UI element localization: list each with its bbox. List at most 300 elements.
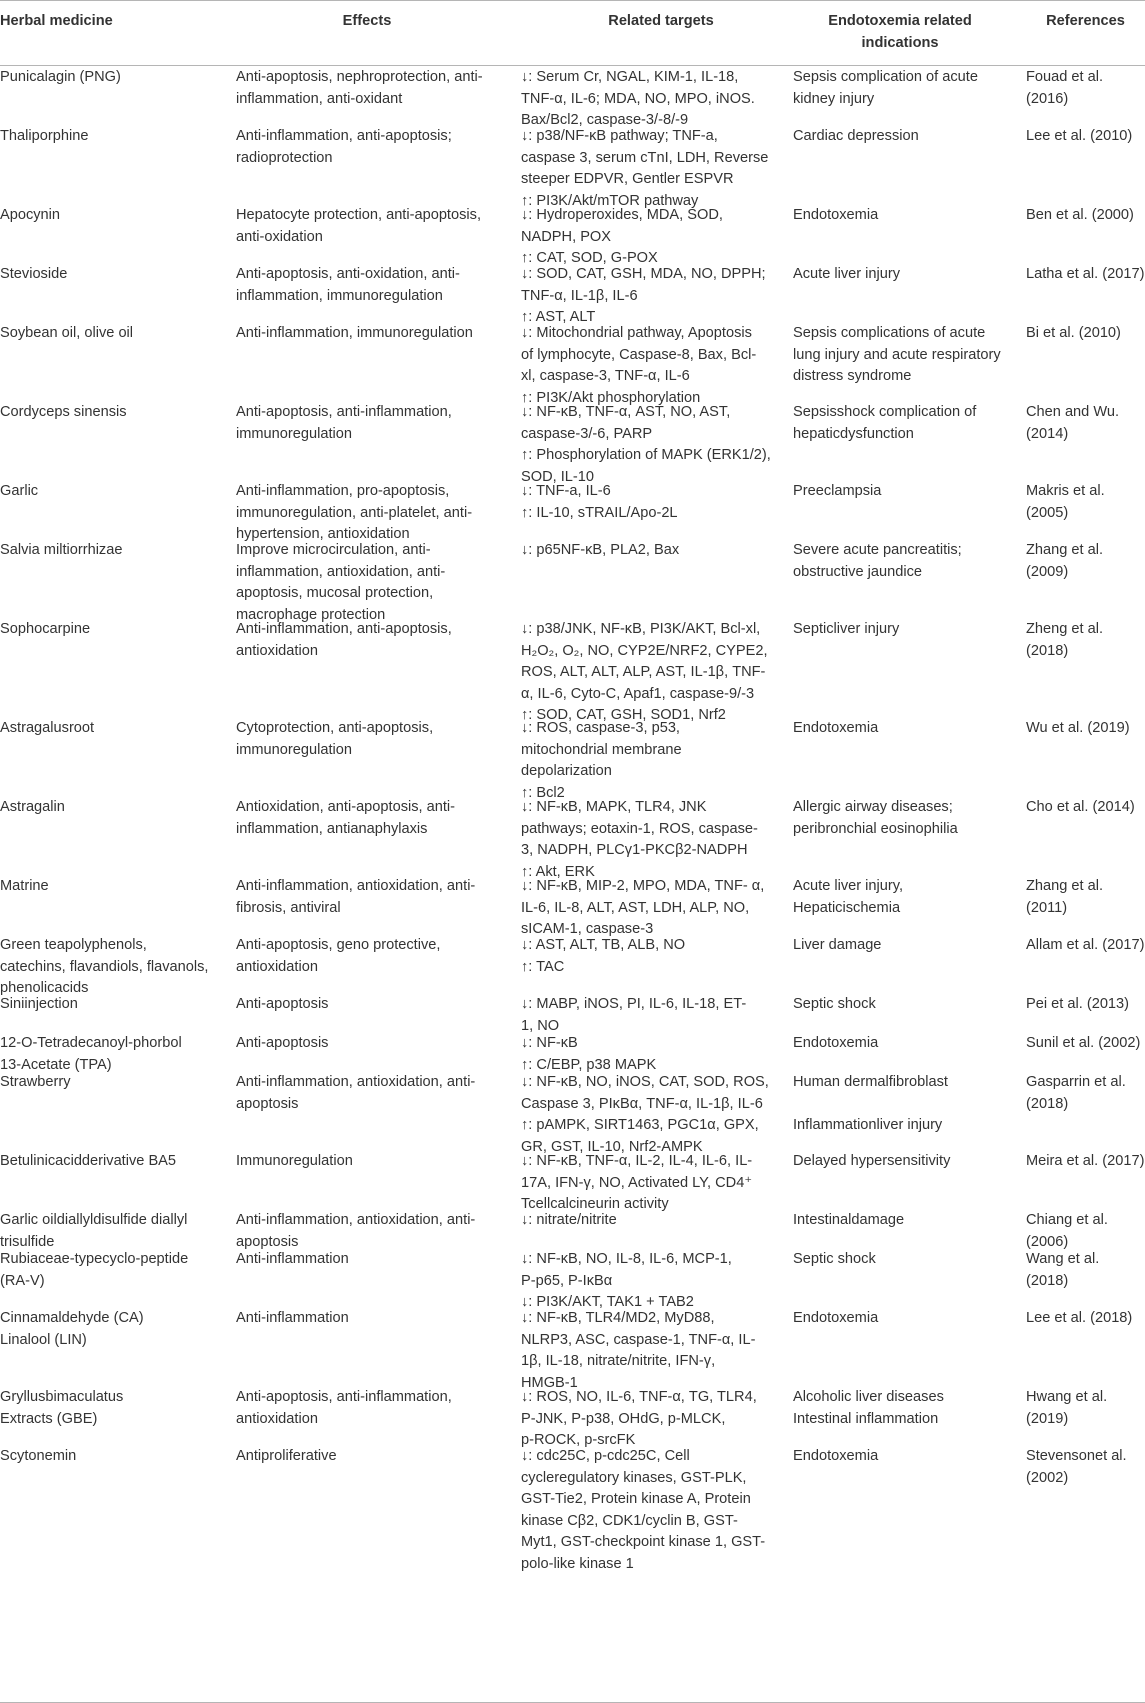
cell-line: Immunoregulation <box>236 1153 353 1169</box>
cell-line: ↓: Mitochondrial pathway, Apoptosis <box>521 325 752 341</box>
cell-line: fibrosis, antiviral <box>236 899 341 916</box>
cell-line: 12-O-Tetradecanoyl-phorbol <box>0 1035 182 1051</box>
indications-cell <box>793 323 1018 388</box>
references-cell <box>1026 67 1145 110</box>
cell-line: ↓: MABP, iNOS, PI, IL-6, IL-18, ET- <box>521 996 747 1012</box>
cell-line: TNF-α, IL-6; MDA, NO, MPO, iNOS. <box>521 90 755 107</box>
header-effects: Effects <box>342 13 392 29</box>
related-targets-cell <box>521 994 786 1037</box>
references-cell <box>1026 994 1145 1016</box>
effects-cell <box>236 402 506 445</box>
cell-line: ↑: Bcl2 <box>521 784 565 801</box>
cell-line: ↑: PI3K/Akt phosphorylation <box>521 389 701 406</box>
cell-line: Endotoxemia <box>793 1448 879 1464</box>
cell-line: of lymphocyte, Caspase-8, Bax, Bcl- <box>521 346 757 363</box>
herbal-medicine-cell <box>0 402 230 424</box>
indications-cell <box>793 1210 1018 1232</box>
effects-cell <box>236 1151 506 1173</box>
cell-line: ↓: NF-κB, TNF-α, IL-2, IL-4, IL-6, IL- <box>521 1153 753 1169</box>
cell-line: ↑: pAMPK, SIRT1463, PGC1α, GPX, <box>521 1117 759 1133</box>
references-cell <box>1026 205 1145 227</box>
herbal-medicine-cell <box>0 205 230 227</box>
effects-cell <box>236 935 506 978</box>
cell-line: Anti-inflammation, anti-apoptosis, <box>236 621 452 637</box>
cell-line: (2009) <box>1026 563 1069 580</box>
related-targets-cell <box>521 718 786 804</box>
cell-line: Cinnamaldehyde (CA) <box>0 1310 144 1326</box>
cell-line: ↓: PI3K/AKT, TAK1 + TAB2 <box>521 1294 694 1310</box>
indications-cell <box>793 1387 1018 1430</box>
cell-line: P-JNK, P-p38, OHdG, p-MLCK, <box>521 1410 726 1427</box>
cell-line: pathways; eotaxin-1, ROS, caspase- <box>521 820 758 837</box>
cell-line: Zhang et al. <box>1026 542 1104 558</box>
cell-line: inflammation, anti-oxidant <box>236 90 403 107</box>
cell-line: Sunil et al. (2002) <box>1026 1035 1141 1051</box>
cell-line: Stevioside <box>0 266 68 282</box>
related-targets-cell <box>521 540 786 562</box>
cell-line: Chen and Wu. <box>1026 404 1120 420</box>
cell-line: Cytoprotection, anti-apoptosis, <box>236 720 434 736</box>
cell-line: Acute liver injury <box>793 266 901 282</box>
references-cell <box>1026 1249 1145 1292</box>
effects-cell <box>236 1072 506 1115</box>
cell-line: (2016) <box>1026 90 1069 107</box>
cell-line: immunoregulation <box>236 741 353 758</box>
cell-line: Tcellcalcineurin activity <box>521 1196 669 1212</box>
cell-line: kinase Cβ2, CDK1/cyclin B, GST- <box>521 1512 738 1529</box>
cell-line: (2011) <box>1026 899 1068 916</box>
cell-line: Extracts (GBE) <box>0 1410 98 1427</box>
cell-line: Preeclampsia <box>793 483 882 499</box>
cell-line: sICAM-1, caspase-3 <box>521 921 654 937</box>
effects-cell <box>236 67 506 110</box>
indications-cell <box>793 876 1018 919</box>
cell-line: 1β, IL-18, nitrate/nitrite, IFN-γ, <box>521 1353 716 1369</box>
indications-cell <box>793 126 1018 148</box>
cell-line: ↓: p38/JNK, NF-κB, PI3K/AKT, Bcl-xl, <box>521 621 761 637</box>
related-targets-cell <box>521 481 786 524</box>
references-cell <box>1026 1210 1145 1253</box>
cell-line: Anti-apoptosis, anti-inflammation, <box>236 404 452 420</box>
cell-line: anti-oxidation <box>236 228 323 245</box>
cell-line: (2002) <box>1026 1469 1069 1486</box>
cell-line: Liver damage <box>793 937 882 953</box>
herbal-medicine-cell <box>0 1249 230 1292</box>
related-targets-cell <box>521 1249 786 1314</box>
cell-line: (2005) <box>1026 504 1069 521</box>
cell-line: inflammation, antianaphylaxis <box>236 820 428 837</box>
cell-line: Gryllusbimaculatus <box>0 1389 124 1405</box>
indications-cell <box>793 67 1018 110</box>
cell-line: mitochondrial membrane <box>521 741 682 758</box>
cell-line: H₂O₂, O₂, NO, CYP2E/NRF2, CYPE2, <box>521 642 768 659</box>
cell-line: antioxidation <box>236 958 318 975</box>
cell-line: Intestinaldamage <box>793 1212 905 1228</box>
cell-line: P-p65, P-IκBα <box>521 1272 613 1289</box>
effects-cell <box>236 264 506 307</box>
cell-line: ↓: AST, ALT, TB, ALB, NO <box>521 937 686 953</box>
effects-cell <box>236 126 506 169</box>
related-targets-cell <box>521 1387 786 1452</box>
cell-line: Hepatocyte protection, anti-apoptosis, <box>236 207 481 223</box>
cell-line: GR, GST, IL-10, Nrf2-AMPK <box>521 1138 703 1155</box>
table-body <box>0 66 1145 1703</box>
cell-line: (2018) <box>1026 642 1069 659</box>
cell-line: Sepsis complication of acute <box>793 69 978 85</box>
cell-line: Human dermalfibroblast <box>793 1074 948 1090</box>
cell-line: Wu et al. (2019) <box>1026 720 1130 736</box>
cell-line: ↓: cdc25C, p-cdc25C, Cell <box>521 1448 690 1464</box>
related-targets-cell <box>521 402 786 488</box>
cell-line: Anti-inflammation <box>236 1251 349 1267</box>
cell-line: Thaliporphine <box>0 128 89 144</box>
cell-line: Anti-inflammation, antioxidation, anti- <box>236 1074 476 1090</box>
effects-cell <box>236 718 506 761</box>
references-cell <box>1026 718 1145 740</box>
effects-cell <box>236 540 506 626</box>
indications-cell <box>793 994 1018 1016</box>
herbal-medicine-cell <box>0 67 230 89</box>
cell-line: Anti-inflammation, antioxidation, anti- <box>236 1212 476 1228</box>
cell-line: Anti-apoptosis <box>236 996 329 1012</box>
cell-line: Anti-apoptosis, anti-inflammation, <box>236 1389 452 1405</box>
effects-cell <box>236 994 506 1016</box>
cell-line: Sepsis complications of acute <box>793 325 986 341</box>
herbal-medicine-cell <box>0 797 230 819</box>
cell-line: inflammation, immunoregulation <box>236 287 443 304</box>
cell-line: HMGB-1 <box>521 1374 578 1391</box>
cell-line: ↓: SOD, CAT, GSH, MDA, NO, DPPH; <box>521 266 766 282</box>
references-cell <box>1026 1308 1145 1330</box>
references-cell <box>1026 481 1145 524</box>
cell-line: Septic shock <box>793 1251 876 1267</box>
cell-line: Rubiaceae-typecyclo-peptide <box>0 1251 189 1267</box>
indications-cell <box>793 797 1018 840</box>
cell-line: ↓: p38/NF-κB pathway; TNF-a, <box>521 128 718 144</box>
herbal-medicine-cell <box>0 718 230 740</box>
cell-line: ↓: ROS, caspase-3, p53, <box>521 720 680 736</box>
cell-line: ↓: NF-κB, TNF-α, AST, NO, AST, <box>521 404 731 420</box>
herbal-medicine-cell <box>0 1072 230 1094</box>
cell-line: Severe acute pancreatitis; <box>793 542 962 558</box>
cell-line: Endotoxemia <box>793 1310 879 1326</box>
cell-line: apoptosis, mucosal protection, <box>236 585 434 601</box>
cell-line: ↓: TNF-a, IL-6 <box>521 483 611 499</box>
cell-line <box>793 1094 1018 1116</box>
related-targets-cell <box>521 126 786 212</box>
cell-line: macrophage protection <box>236 606 386 623</box>
herbal-medicine-cell <box>0 264 230 286</box>
cell-line: Cordyceps sinensis <box>0 404 127 420</box>
cell-line: phenolicacids <box>0 980 89 996</box>
cell-line: 1, NO <box>521 1017 560 1034</box>
cell-line: Sepsisshock complication of <box>793 404 977 420</box>
cell-line: inflammation, antioxidation, anti- <box>236 563 446 580</box>
cell-line: xl, caspase-3, TNF-α, IL-6 <box>521 368 690 384</box>
cell-line: Garlic oildiallyldisulfide diallyl <box>0 1212 188 1228</box>
cell-line: Sophocarpine <box>0 621 91 637</box>
indications-cell <box>793 1151 1018 1173</box>
related-targets-cell <box>521 619 786 727</box>
effects-cell <box>236 1387 506 1430</box>
cell-line: Astragalusroot <box>0 720 95 736</box>
cell-line: ↓: p65NF-κB, PLA2, Bax <box>521 542 680 558</box>
cell-line: Acute liver injury, <box>793 878 904 894</box>
cell-line: Matrine <box>0 878 49 894</box>
references-cell <box>1026 126 1145 148</box>
cell-line: Myt1, GST-checkpoint kinase 1, GST- <box>521 1534 766 1550</box>
cell-line: Endotoxemia <box>793 207 879 223</box>
header-related-targets: Related targets <box>608 13 714 29</box>
indications-cell <box>793 935 1018 957</box>
herbal-medicine-cell <box>0 323 230 345</box>
cell-line: ↑: PI3K/Akt/mTOR pathway <box>521 192 699 209</box>
indications-cell <box>793 1308 1018 1330</box>
cell-line: Caspase 3, PIκBα, TNF-α, IL-1β, IL-6 <box>521 1095 763 1112</box>
cell-line: ↓: NF-κB, MAPK, TLR4, JNK <box>521 799 707 815</box>
effects-cell <box>236 205 506 248</box>
cell-line: Anti-inflammation, immunoregulation <box>236 325 473 341</box>
effects-cell <box>236 481 506 546</box>
cell-line: Gasparrin et al. <box>1026 1074 1126 1090</box>
related-targets-cell <box>521 1446 786 1575</box>
cell-line: Anti-inflammation <box>236 1310 349 1326</box>
cell-line: immunoregulation <box>236 425 353 442</box>
cell-line: ↓: ROS, NO, IL-6, TNF-α, TG, TLR4, <box>521 1389 757 1405</box>
cell-line: Betulinicacidderivative BA5 <box>0 1153 177 1169</box>
cell-line: Septic shock <box>793 996 876 1012</box>
cell-line: ↓: NF-κB, TLR4/MD2, MyD88, <box>521 1310 715 1326</box>
herbal-medicine-cell <box>0 935 230 1000</box>
related-targets-cell <box>521 1072 786 1158</box>
cell-line: NADPH, POX <box>521 228 612 245</box>
references-cell <box>1026 264 1145 286</box>
cell-line: p-ROCK, p-srcFK <box>521 1432 636 1448</box>
cell-line: depolarization <box>521 763 612 779</box>
effects-cell <box>236 1446 506 1468</box>
header-indications-line: related indications <box>861 13 972 51</box>
cell-line: ↑: Akt, ERK <box>521 863 595 880</box>
references-cell <box>1026 540 1145 583</box>
cell-line: TNF-α, IL-1β, IL-6 <box>521 287 638 304</box>
herbal-medicine-cell <box>0 1033 230 1076</box>
cell-line: IL-6, IL-8, ALT, AST, LDH, ALP, NO, <box>521 899 750 916</box>
cell-line: Endotoxemia <box>793 720 879 736</box>
cell-line: antioxidation <box>236 1410 318 1427</box>
related-targets-cell <box>521 876 786 941</box>
effects-cell <box>236 797 506 840</box>
herbal-medicine-cell <box>0 1387 230 1430</box>
cell-line: Green teapolyphenols, <box>0 937 147 953</box>
cell-line: ↑: CAT, SOD, G-POX <box>521 250 658 266</box>
effects-cell <box>236 323 506 345</box>
cell-line: Delayed hypersensitivity <box>793 1153 951 1169</box>
herbal-medicine-cell <box>0 1308 230 1351</box>
indications-cell <box>793 264 1018 286</box>
header-references: References <box>1046 13 1125 29</box>
cell-line: ↓: nitrate/nitrite <box>521 1212 617 1228</box>
herbal-medicine-cell <box>0 1151 230 1173</box>
cell-line: ↓: Serum Cr, NGAL, KIM-1, IL-18, <box>521 69 739 85</box>
herbal-medicine-cell <box>0 876 230 898</box>
related-targets-cell <box>521 264 786 329</box>
related-targets-cell <box>521 1033 786 1076</box>
cell-line: immunoregulation, anti-platelet, anti- <box>236 504 473 521</box>
cell-line: ↑: C/EBP, p38 MAPK <box>521 1056 657 1073</box>
cell-line: Astragalin <box>0 799 65 815</box>
related-targets-cell <box>521 205 786 270</box>
cell-line: radioprotection <box>236 149 333 166</box>
cell-line: distress syndrome <box>793 368 912 384</box>
indications-cell <box>793 619 1018 641</box>
cell-line: GST-Tie2, Protein kinase A, Protein <box>521 1491 751 1507</box>
indications-cell <box>793 540 1018 583</box>
indications-cell <box>793 1446 1018 1468</box>
references-cell <box>1026 935 1145 957</box>
cell-line: Scytonemin <box>0 1448 77 1464</box>
cell-line: Anti-apoptosis, anti-oxidation, anti- <box>236 266 460 282</box>
indications-cell <box>793 718 1018 740</box>
cell-line: Alcoholic liver diseases <box>793 1389 944 1405</box>
herbal-medicine-cell <box>0 481 230 503</box>
cell-line: 13-Acetate (TPA) <box>0 1056 112 1073</box>
cell-line: ↑: Phosphorylation of MAPK (ERK1/2), <box>521 447 771 463</box>
cell-line: ↑: IL-10, sTRAIL/Apo-2L <box>521 504 678 521</box>
related-targets-cell <box>521 1151 786 1216</box>
related-targets-cell <box>521 323 786 409</box>
cell-line: obstructive jaundice <box>793 563 922 580</box>
cell-line: (2018) <box>1026 1095 1069 1112</box>
references-cell <box>1026 797 1145 819</box>
cell-line: Antiproliferative <box>236 1448 337 1464</box>
cell-line: lung injury and acute respiratory <box>793 346 1001 363</box>
cell-line: SOD, IL-10 <box>521 468 594 485</box>
cell-line: ↑: TAC <box>521 958 565 975</box>
cell-line: Anti-inflammation, antioxidation, anti- <box>236 878 476 894</box>
cell-line: Allergic airway diseases; <box>793 799 953 815</box>
indications-cell <box>793 1033 1018 1055</box>
cell-line: ↑: SOD, CAT, GSH, SOD1, Nrf2 <box>521 707 726 723</box>
cell-line: Soybean oil, olive oil <box>0 325 134 341</box>
cell-line: caspase 3, serum cTnI, LDH, Reverse <box>521 149 769 166</box>
cell-line: apoptosis <box>236 1233 299 1250</box>
cell-line: Punicalagin (PNG) <box>0 69 121 85</box>
cell-line: Salvia miltiorrhizae <box>0 542 123 558</box>
cell-line: Hwang et al. <box>1026 1389 1108 1405</box>
references-cell <box>1026 619 1145 662</box>
references-cell <box>1026 1033 1145 1055</box>
cell-line: cycleregulatory kinases, GST-PLK, <box>521 1469 747 1486</box>
indications-cell <box>793 1072 1018 1137</box>
cell-line: Bax/Bcl2, caspase-3/-8/-9 <box>521 112 689 128</box>
related-targets-cell <box>521 1308 786 1394</box>
cell-line: (RA-V) <box>0 1272 45 1289</box>
effects-cell <box>236 1249 506 1271</box>
cell-line: Ben et al. (2000) <box>1026 207 1134 223</box>
references-cell <box>1026 1387 1145 1430</box>
cell-line: Cardiac depression <box>793 128 919 144</box>
related-targets-cell <box>521 1210 786 1232</box>
cell-line: (2019) <box>1026 1410 1069 1427</box>
cell-line: ↓: NF-κB <box>521 1035 578 1051</box>
references-cell <box>1026 1151 1145 1173</box>
effects-cell <box>236 619 506 662</box>
cell-line: Garlic <box>0 483 39 499</box>
herbal-medicine-cell <box>0 994 230 1016</box>
herbal-medicine-cell <box>0 126 230 148</box>
cell-line: 3, NADPH, PLCγ1-PKCβ2-NADPH <box>521 842 748 858</box>
cell-line: (2006) <box>1026 1233 1069 1250</box>
cell-line: Improve microcirculation, anti- <box>236 542 431 558</box>
indications-cell <box>793 205 1018 227</box>
cell-line: ↓: NF-κB, NO, iNOS, CAT, SOD, ROS, <box>521 1074 769 1090</box>
cell-line: Endotoxemia <box>793 1035 879 1051</box>
cell-line: Anti-inflammation, anti-apoptosis; <box>236 128 452 144</box>
herbal-medicine-cell <box>0 540 230 562</box>
effects-cell <box>236 876 506 919</box>
cell-line: Latha et al. (2017) <box>1026 266 1145 282</box>
cell-line: α, IL-6, Cyto-C, Apaf1, caspase-9/-3 <box>521 685 755 702</box>
cell-line: Septicliver injury <box>793 621 900 637</box>
cell-line: hepaticdysfunction <box>793 425 914 442</box>
cell-line: Meira et al. (2017) <box>1026 1153 1145 1169</box>
cell-line: Lee et al. (2010) <box>1026 128 1133 144</box>
cell-line: ↑: AST, ALT <box>521 309 596 325</box>
cell-line: Apocynin <box>0 207 61 223</box>
references-cell <box>1026 323 1145 345</box>
herbal-medicine-cell <box>0 1446 230 1468</box>
cell-line: caspase-3/-6, PARP <box>521 425 653 442</box>
cell-line: Siniinjection <box>0 996 78 1012</box>
cell-line: Allam et al. (2017) <box>1026 937 1145 953</box>
cell-line: hypertension, antioxidation <box>236 526 410 542</box>
cell-line: Stevensonet al. <box>1026 1448 1127 1464</box>
cell-line: ROS, ALT, ALT, ALP, AST, IL-1β, TNF- <box>521 664 766 680</box>
cell-line: apoptosis <box>236 1095 299 1112</box>
cell-line: ↓: Hydroperoxides, MDA, SOD, <box>521 207 723 223</box>
related-targets-cell <box>521 797 786 883</box>
cell-line: Antioxidation, anti-apoptosis, anti- <box>236 799 456 815</box>
table-header <box>0 0 1145 66</box>
cell-line: Anti-apoptosis, nephroprotection, anti- <box>236 69 483 85</box>
cell-line: Zhang et al. <box>1026 878 1104 894</box>
cell-line: ↓: NF-κB, MIP-2, MPO, MDA, TNF- α, <box>521 878 765 894</box>
indications-cell <box>793 481 1018 503</box>
cell-line: (2018) <box>1026 1272 1069 1289</box>
references-cell <box>1026 1446 1145 1489</box>
cell-line: Intestinal inflammation <box>793 1410 939 1427</box>
cell-line: kidney injury <box>793 90 875 107</box>
cell-line: ↓: NF-κB, NO, IL-8, IL-6, MCP-1, <box>521 1251 732 1267</box>
cell-line: 17A, IFN-γ, NO, Activated LY, CD4⁺ <box>521 1174 753 1191</box>
header-indications-line: Endotoxemia <box>828 13 920 29</box>
cell-line: Strawberry <box>0 1074 71 1090</box>
cell-line: Zheng et al. <box>1026 621 1104 637</box>
cell-line: trisulfide <box>0 1233 55 1250</box>
cell-line: polo-like kinase 1 <box>521 1555 634 1572</box>
herbal-medicine-cell <box>0 619 230 641</box>
references-cell <box>1026 402 1145 445</box>
cell-line: NLRP3, ASC, caspase-1, TNF-α, IL- <box>521 1331 756 1348</box>
cell-line: Anti-inflammation, pro-apoptosis, <box>236 483 450 499</box>
cell-line: Pei et al. (2013) <box>1026 996 1130 1012</box>
related-targets-cell <box>521 935 786 978</box>
cell-line: Fouad et al. <box>1026 69 1104 85</box>
cell-line: (2014) <box>1026 425 1069 442</box>
effects-cell <box>236 1033 506 1055</box>
effects-cell <box>236 1210 506 1253</box>
cell-line: Wang et al. <box>1026 1251 1100 1267</box>
